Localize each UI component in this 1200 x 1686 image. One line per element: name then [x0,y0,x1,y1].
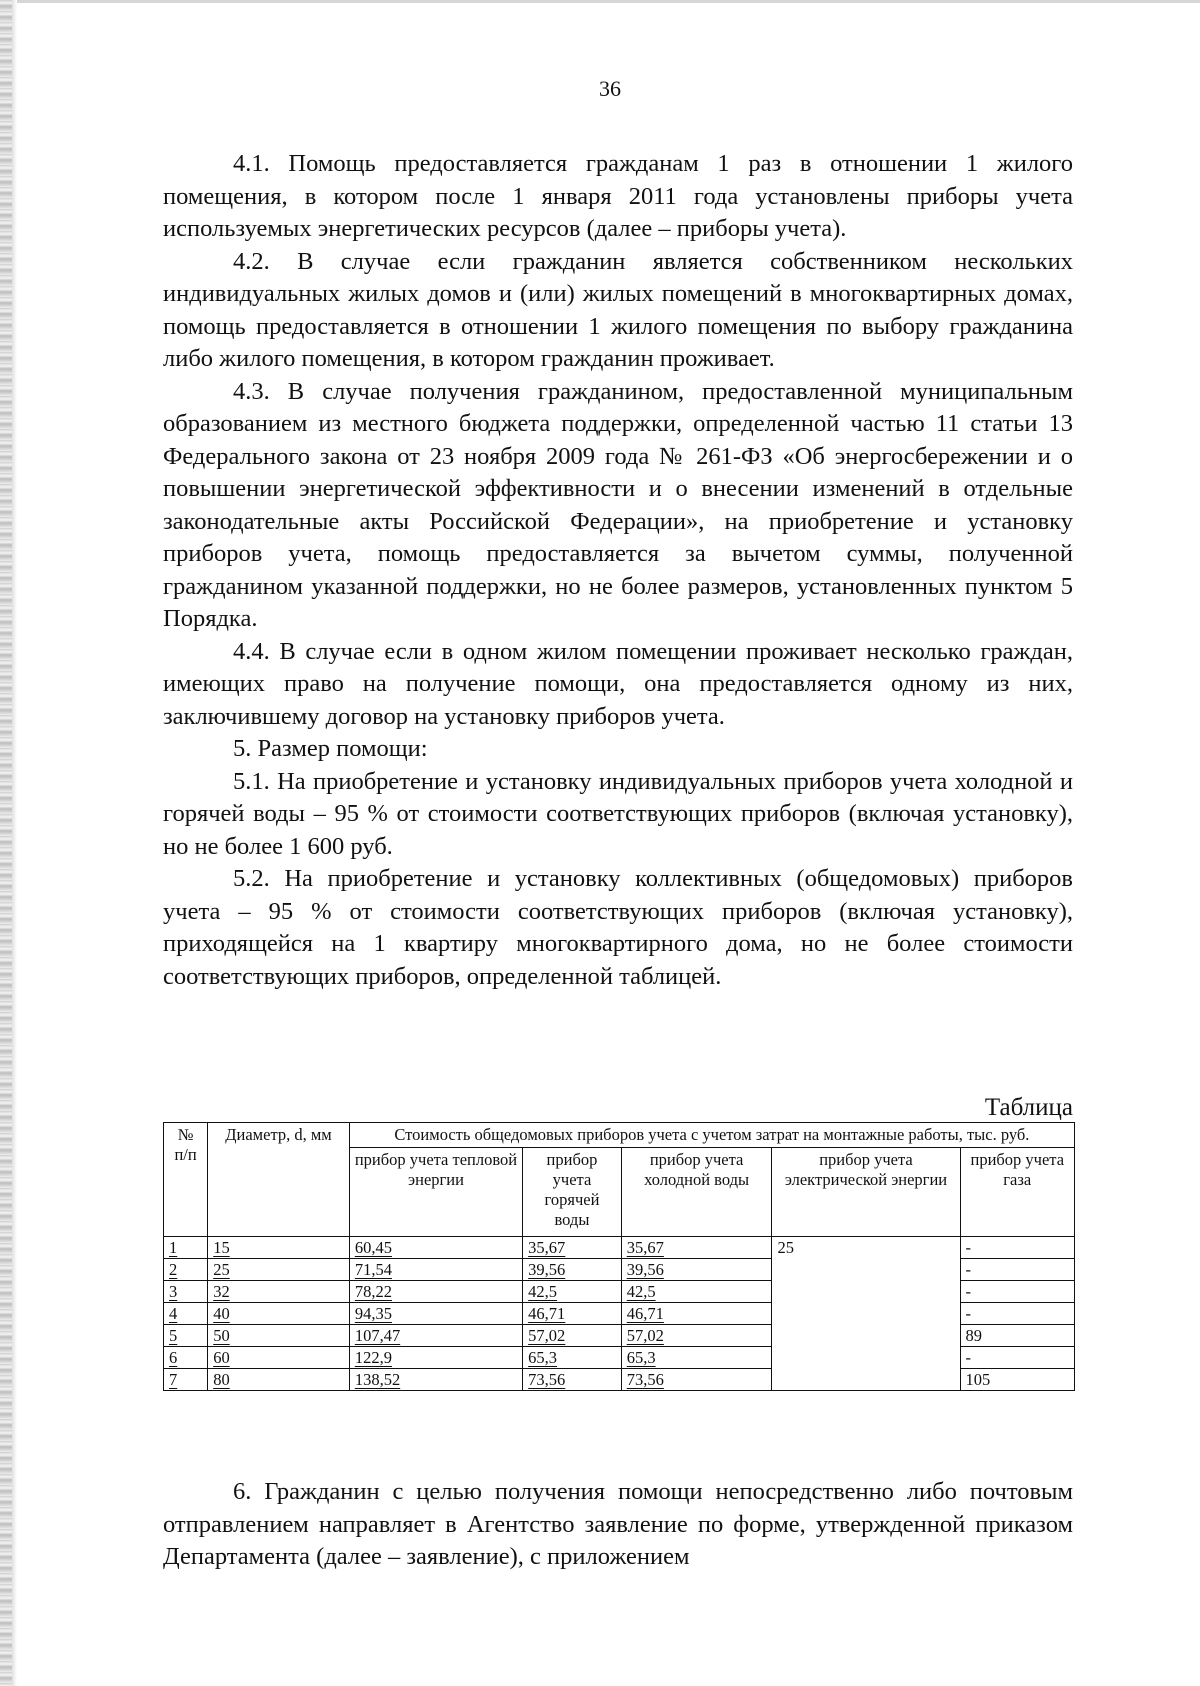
header-electric: прибор учета электрической энергии [772,1148,960,1237]
cell-thermal: 122,9 [349,1347,522,1369]
paragraph-5-2: 5.2. На приобретение и установку коллективных (общедомовых) приборов учета – 95 % от стоимости соответствующих приборов (включая установку), приходящейся на 1 квартиру многоквартирного дома, но не более стоимости соответствующих приборов, определенной таблицей. [163,865,1073,990]
cell-thermal: 60,45 [349,1237,522,1259]
paragraph-4-1: 4.1. Помощь предоставляется гражданам 1 раз в отношении 1 жилого помещения, в котором после 1 января 2011 года установлены приборы учета используемых энергетических ресурсов (далее – приборы учета). [163,150,1073,242]
scan-binding-shadow [12,0,17,1686]
cell-diameter: 80 [208,1369,350,1391]
cell-cold-water: 65,3 [621,1347,772,1369]
table-row [164,1237,1075,1259]
cell-cold-water: 46,71 [621,1303,772,1325]
cell-cold-water: 39,56 [621,1259,772,1281]
cell-gas: - [960,1303,1074,1325]
cell-thermal: 138,52 [349,1369,522,1391]
cell-cold-water: 73,56 [621,1369,772,1391]
cell-thermal: 78,22 [349,1281,522,1303]
paragraph-6: 6. Гражданин с целью получения помощи непосредственно либо почтовым отправлением направляет в Агентство заявление по форме, утвержденной приказом Департамента (далее – заявление), с приложением [163,1478,1073,1570]
header-hot-water: прибор учета горячей воды [523,1148,622,1237]
meter-cost-table [163,1122,1075,1391]
scan-binding-edge [0,0,12,1686]
cell-hot-water: 39,56 [523,1259,622,1281]
cell-num: 6 [164,1347,208,1369]
scan-top-edge [0,0,1200,3]
cell-thermal: 107,47 [349,1325,522,1347]
cell-thermal: 71,54 [349,1259,522,1281]
cell-gas: 89 [960,1325,1074,1347]
cell-diameter: 50 [208,1325,350,1347]
cell-num: 7 [164,1369,208,1391]
paragraph-4-4: 4.4. В случае если в одном жилом помещении проживает несколько граждан, имеющих право на получение помощи, она предоставляется одному из них, заключившему договор на установку приборов учета. [163,637,1073,730]
body-text-top [163,148,1073,993]
header-gas: прибор учета газа [960,1148,1074,1237]
paragraph-5: 5. Размер помощи: [233,735,428,762]
header-cost-group: Стоимость общедомовых приборов учета с учетом затрат на монтажные работы, тыс. руб. [349,1123,1074,1148]
cell-hot-water: 46,71 [523,1303,622,1325]
cell-diameter: 32 [208,1281,350,1303]
cell-diameter: 60 [208,1347,350,1369]
header-cold-water: прибор учета холодной воды [621,1148,772,1237]
header-num: № п/п [164,1123,208,1237]
cell-cold-water: 35,67 [621,1237,772,1259]
cell-cold-water: 57,02 [621,1325,772,1347]
cell-gas: - [960,1347,1074,1369]
cell-num: 5 [164,1325,208,1347]
cell-num: 1 [164,1237,208,1259]
cell-thermal: 94,35 [349,1303,522,1325]
header-thermal: прибор учета тепловой энергии [349,1148,522,1237]
table-caption: Таблица [984,1094,1073,1121]
cell-hot-water: 57,02 [523,1325,622,1347]
paragraph-4-3: 4.3. В случае получения гражданином, предоставленной муниципальным образованием из местного бюджета поддержки, определенной частью 11 статьи 13 Федерального закона от 23 ноября 2009 года № 261-ФЗ «Об энергосбережении и о повышении энергетической эффективности и о внесении изменений в отдельные законодательные акты Российской Федерации», на приобретение и установку приборов учета, помощь предоставляется за вычетом суммы, полученной гражданином указанной поддержки, но не более размеров, установленных пунктом 5 Порядка. [163,377,1073,632]
cell-hot-water: 35,67 [523,1237,622,1259]
page-number: 36 [599,76,621,101]
cell-num: 2 [164,1259,208,1281]
header-diameter: Диаметр, d, мм [208,1123,350,1237]
cell-diameter: 25 [208,1259,350,1281]
paragraph-5-1: 5.1. На приобретение и установку индивидуальных приборов учета холодной и горячей воды – 95 % от стоимости соответствующих приборов (включая установку), но не более 1 600 руб. [163,767,1073,860]
cell-cold-water: 42,5 [621,1281,772,1303]
cell-gas: 105 [960,1369,1074,1391]
cell-num: 3 [164,1281,208,1303]
cell-hot-water: 42,5 [523,1281,622,1303]
cell-gas: - [960,1237,1074,1259]
cell-hot-water: 73,56 [523,1369,622,1391]
cell-gas: - [960,1281,1074,1303]
cell-hot-water: 65,3 [523,1347,622,1369]
cell-diameter: 15 [208,1237,350,1259]
cell-diameter: 40 [208,1303,350,1325]
cell-electric-merged: 25 [772,1237,960,1391]
cell-gas: - [960,1259,1074,1281]
cell-num: 4 [164,1303,208,1325]
paragraph-4-2: 4.2. В случае если гражданин является собственником нескольких индивидуальных жилых домов и (или) жилых помещений в многоквартирных домах, помощь предоставляется в отношении 1 жилого помещения по выбору гражданина либо жилого помещения, в котором гражданин проживает. [163,247,1073,372]
body-text-bottom [163,1476,1073,1574]
